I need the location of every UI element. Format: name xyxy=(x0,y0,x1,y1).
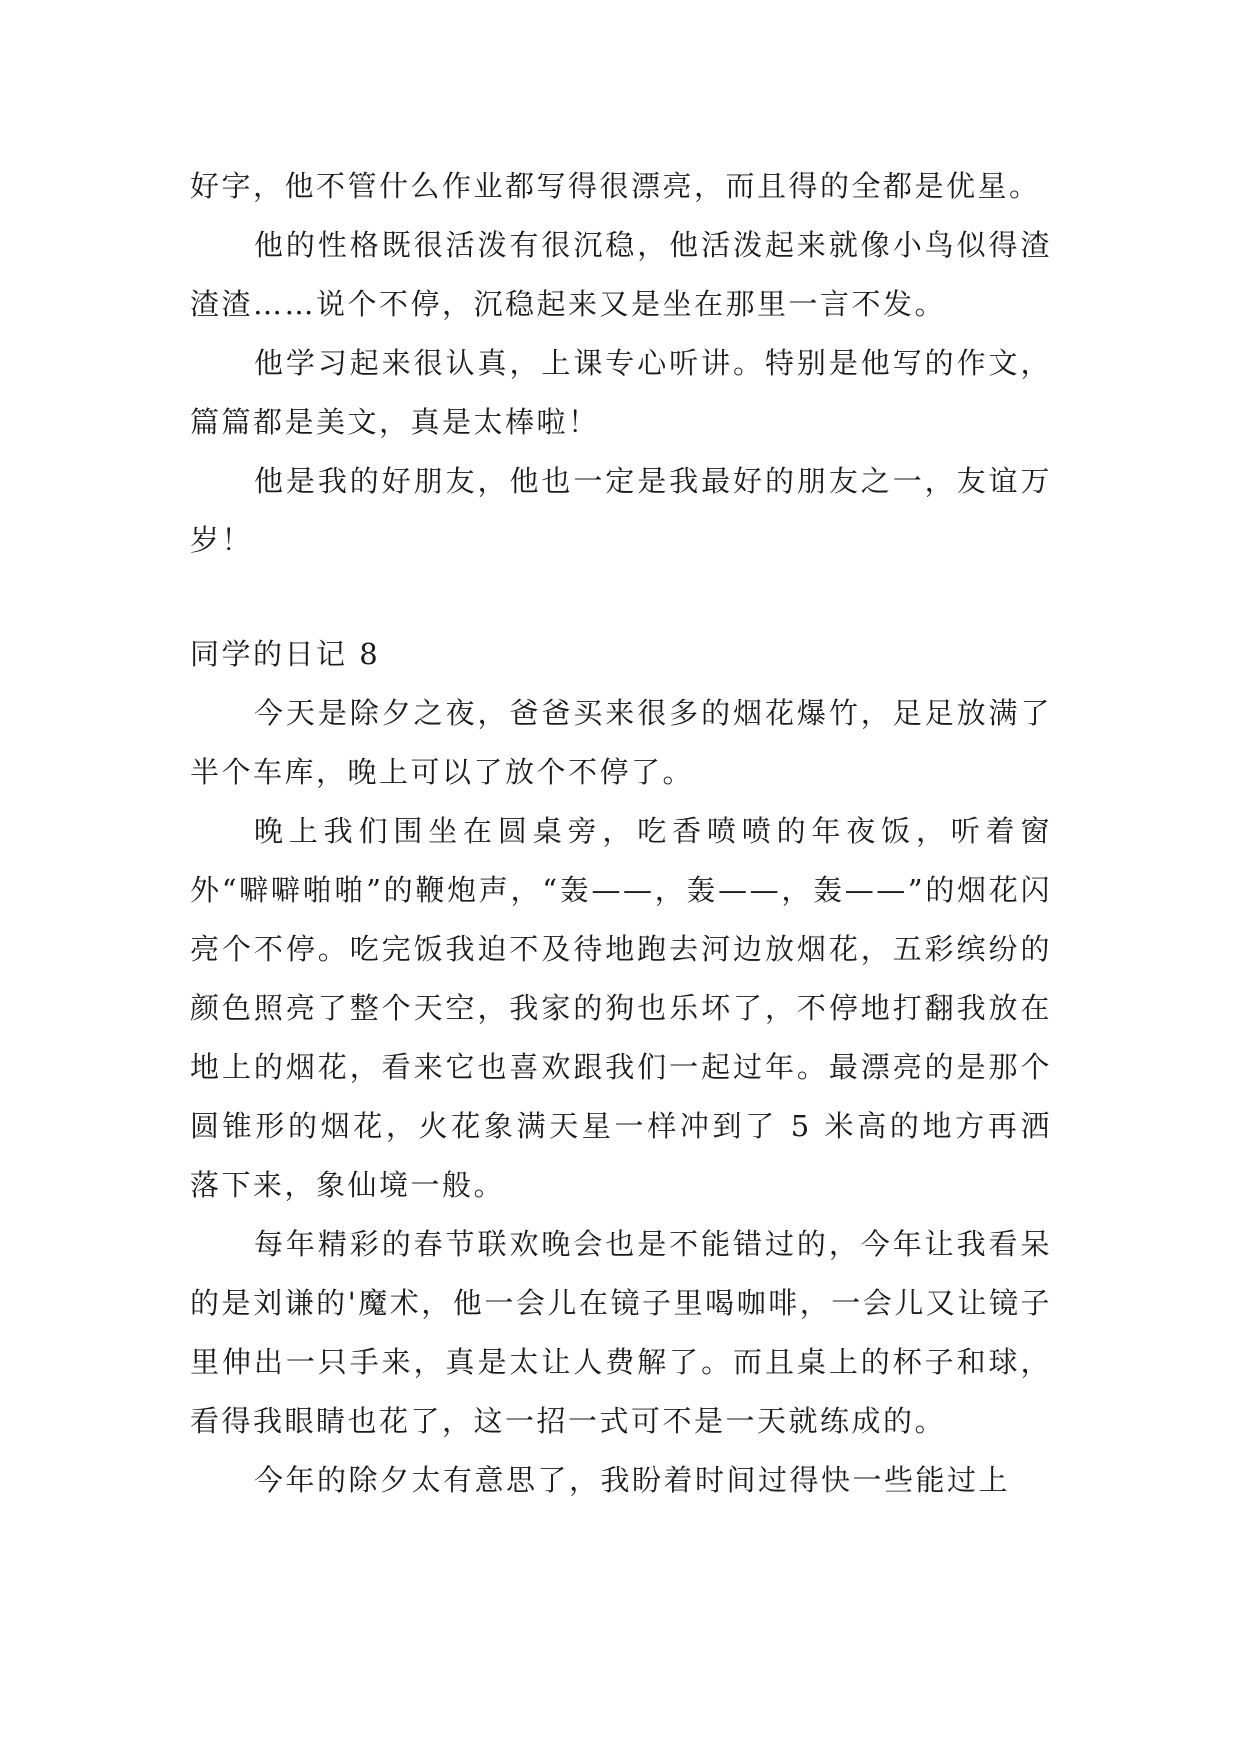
paragraph: 晚上我们围坐在圆桌旁，吃香喷喷的年夜饭，听着窗外“噼噼啪啪”的鞭炮声，“轰——，轰——，轰——”的烟花闪亮个不停。吃完饭我迫不及待地跑去河边放烟花，五彩缤纷的颜色照亮了整个天空，我家的狗也乐坏了，不停地打翻我放在地上的烟花，看来它也喜欢跟我们一起过年。最漂亮的是那个圆锥形的烟花，火花象满天星一样冲到了 5 米高的地方再洒落下来，象仙境一般。 xyxy=(190,814,1052,1202)
paragraph: 他是我的好朋友，他也一定是我最好的朋友之一，友谊万岁！ xyxy=(190,464,1052,557)
diary-entry xyxy=(190,625,1052,1510)
paragraph: 今年的除夕太有意思了，我盼着时间过得快一些能过上 xyxy=(254,1463,1011,1497)
paragraph: 他学习起来很认真，上课专心听讲。特别是他写的作文，篇篇都是美文，真是太棒啦！ xyxy=(190,346,1052,439)
previous-entry-continuation xyxy=(190,157,1052,570)
paragraph: 他的性格既很活泼有很沉稳，他活泼起来就像小鸟似得渣渣渣……说个不停，沉稳起来又是坐在那里一言不发。 xyxy=(190,228,1052,321)
paragraph: 每年精彩的春节联欢晚会也是不能错过的，今年让我看呆的是刘谦的'魔术，他一会儿在镜子里喝咖啡，一会儿又让镜子里伸出一只手来，真是太让人费解了。而且桌上的杯子和球，看得我眼睛也花了，这一招一式可不是一天就练成的。 xyxy=(190,1227,1052,1438)
entry-title: 同学的日记 8 xyxy=(190,637,381,671)
paragraph: 今天是除夕之夜，爸爸买来很多的烟花爆竹，足足放满了半个车库，晚上可以了放个不停了。 xyxy=(190,696,1052,789)
paragraph-fragment: 好字，他不管什么作业都写得很漂亮，而且得的全都是优星。 xyxy=(190,169,1041,203)
